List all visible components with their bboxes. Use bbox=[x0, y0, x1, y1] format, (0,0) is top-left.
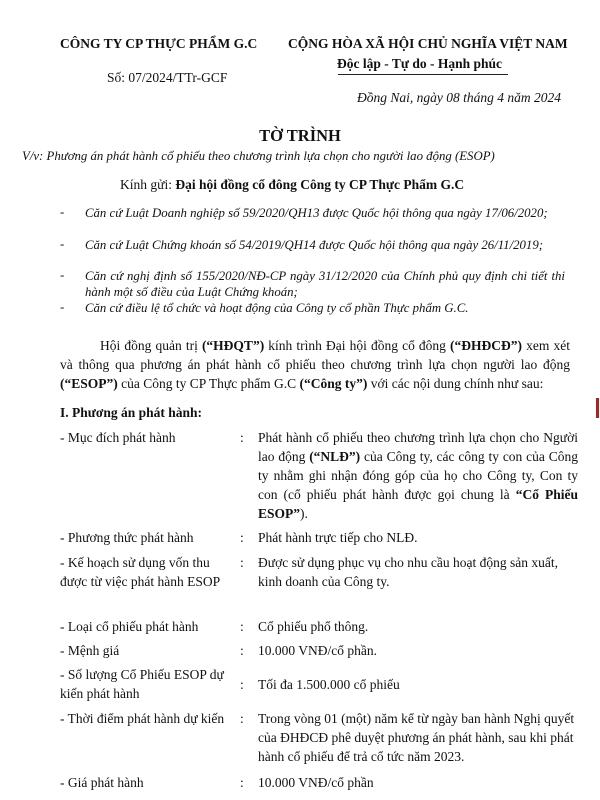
page-edge-mark bbox=[596, 398, 599, 418]
row-colon: : bbox=[240, 711, 244, 726]
row-value-term: (“NLĐ”) bbox=[309, 449, 361, 464]
bullet-dash: - bbox=[60, 237, 65, 251]
row-colon: : bbox=[240, 430, 244, 445]
row-value: 10.000 VNĐ/cổ phần. bbox=[258, 643, 377, 658]
intro-term-company: (“Công ty”) bbox=[299, 376, 368, 391]
motto-underline bbox=[338, 74, 508, 75]
row-value-text: của Công ty, các công ty con của Công ty nhằm ghi nhận đóng góp của họ cho Công ty, Con ty con (cổ phiếu phát hành được gọi chung là bbox=[258, 449, 578, 502]
document-title: TỜ TRÌNH bbox=[259, 126, 341, 145]
republic-heading: CỘNG HÒA XÃ HỘI CHỦ NGHĨA VIỆT NAM bbox=[288, 36, 568, 51]
row-value: Phát hành trực tiếp cho NLĐ. bbox=[258, 530, 418, 545]
row-label: - Loại cổ phiếu phát hành bbox=[60, 619, 199, 634]
row-colon: : bbox=[240, 775, 244, 790]
intro-text: xem xét và thông qua phương án phát hành cổ phiếu theo chương trình lựa chọn người lao động bbox=[60, 338, 570, 372]
bullet-dash: - bbox=[60, 300, 65, 314]
row-value: Được sử dụng phục vụ cho nhu cầu hoạt động sản xuất, kinh doanh của Công ty. bbox=[258, 555, 558, 589]
row-value: Tối đa 1.500.000 cổ phiếu bbox=[258, 677, 400, 692]
row-label: - Thời điểm phát hành dự kiến bbox=[60, 711, 225, 726]
row-value: 10.000 VNĐ/cổ phần bbox=[258, 775, 374, 790]
row-colon: : bbox=[240, 677, 244, 692]
bullet-dash: - bbox=[60, 205, 65, 219]
bullet-dash: - bbox=[60, 268, 65, 282]
legal-basis-text: Căn cứ Luật Chứng khoán số 54/2019/QH14 được Quốc hội thông qua ngày 26/11/2019; bbox=[85, 238, 543, 252]
intro-text: Hội đồng quản trị bbox=[100, 338, 202, 353]
national-motto: Độc lập - Tự do - Hạnh phúc bbox=[337, 56, 503, 71]
row-label: - Kế hoạch sử dụng vốn thu được từ việc phát hành ESOP bbox=[60, 555, 221, 589]
section-heading: I. Phương án phát hành: bbox=[60, 405, 203, 420]
intro-text: của Công ty CP Thực phẩm G.C bbox=[117, 376, 300, 391]
recipient-name: Đại hội đồng cổ đông Công ty CP Thực Phẩm G.C bbox=[175, 177, 465, 192]
intro-term-dhdcd: (“ĐHĐCĐ”) bbox=[450, 338, 523, 353]
document-subject: V/v: Phương án phát hành cổ phiếu theo chương trình lựa chọn cho người lao động (ESOP) bbox=[22, 149, 495, 163]
intro-text: kính trình Đại hội đồng cổ đông bbox=[264, 338, 451, 353]
row-label: - Phương thức phát hành bbox=[60, 530, 194, 545]
intro-text: với các nội dung chính như sau: bbox=[367, 376, 544, 391]
row-colon: : bbox=[240, 530, 244, 545]
row-value-text: Phát hành cổ phiếu theo chương trình lựa chọn cho Người lao động bbox=[258, 430, 578, 464]
recipient-prefix: Kính gửi: bbox=[120, 177, 176, 192]
intro-term-hdqt: (“HĐQT”) bbox=[201, 338, 265, 353]
row-value: Cổ phiếu phổ thông. bbox=[258, 619, 369, 634]
row-colon: : bbox=[240, 555, 244, 570]
row-value bbox=[258, 428, 578, 523]
row-value-text: ). bbox=[300, 506, 308, 521]
legal-basis-text: Căn cứ điều lệ tổ chức và hoạt động của Công ty cổ phần Thực phẩm G.C. bbox=[85, 301, 469, 315]
legal-basis-text: Căn cứ nghị định số 155/2020/NĐ-CP ngày 31/12/2020 của Chính phủ quy định chi tiết thi hành một số điều của Luật Chứng khoán; bbox=[85, 269, 565, 299]
row-label: - Mệnh giá bbox=[60, 643, 120, 658]
row-label: - Số lượng Cổ Phiếu ESOP dự kiến phát hành bbox=[60, 667, 224, 701]
row-label: - Mục đích phát hành bbox=[60, 430, 176, 445]
legal-basis-text: Căn cứ Luật Doanh nghiệp số 59/2020/QH13 được Quốc hội thông qua ngày 17/06/2020; bbox=[85, 206, 548, 220]
row-label: - Giá phát hành bbox=[60, 775, 144, 790]
intro-term-esop: (“ESOP”) bbox=[60, 376, 118, 391]
recipient-line bbox=[120, 177, 464, 193]
row-colon: : bbox=[240, 619, 244, 634]
row-colon: : bbox=[240, 643, 244, 658]
row-value-term: “Cổ Phiếu ESOP” bbox=[258, 487, 578, 521]
company-name: CÔNG TY CP THỰC PHẨM G.C bbox=[60, 36, 258, 51]
document-number: Số: 07/2024/TTr-GCF bbox=[107, 70, 228, 85]
row-value: Trong vòng 01 (một) năm kể từ ngày ban hành Nghị quyết của ĐHĐCĐ phê duyệt phương án phát hành, sau khi phát hành cổ phiếu để trả cổ tức năm 2023. bbox=[258, 711, 575, 764]
place-date: Đồng Nai, ngày 08 tháng 4 năm 2024 bbox=[357, 90, 561, 105]
intro-paragraph bbox=[60, 336, 570, 393]
